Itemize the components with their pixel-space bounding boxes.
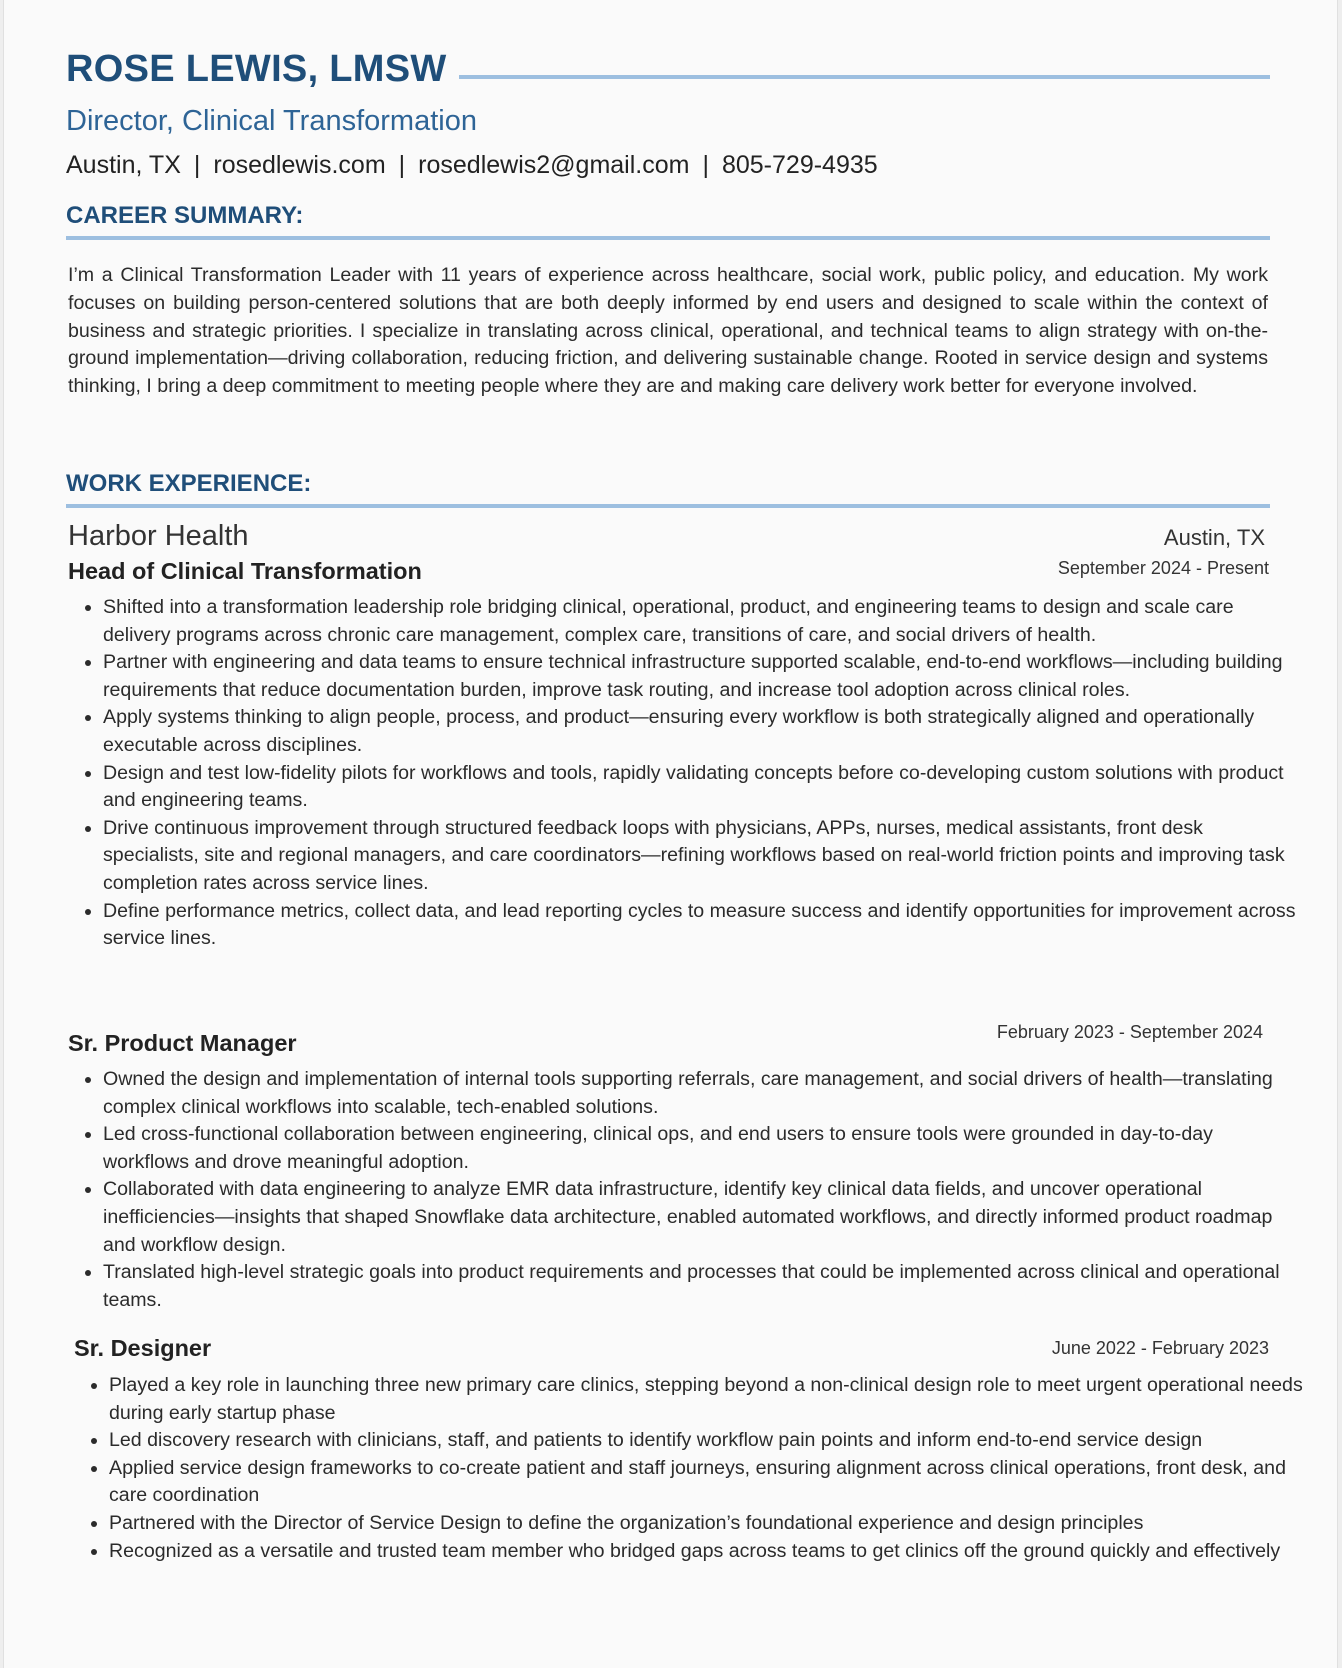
bullet-item: • Translated high-level strategic goals into product requirements and processes that could be implemented across clinical and operational teams.	[103, 1259, 1303, 1314]
contact-phone[interactable]: 805-729-4935	[721, 151, 878, 179]
header-divider	[459, 75, 1270, 79]
contact-email[interactable]: rosedlewis2@gmail.com	[418, 151, 690, 179]
contact-separator: |	[193, 151, 201, 179]
bullet-item: • Define performance metrics, collect data, and lead reporting cycles to measure success and identify opportunities for improvement across service lines.	[103, 898, 1303, 953]
bullet-item: • Led cross-functional collaboration between engineering, clinical ops, and end users to ensure tools were grounded in day-to-day workflows and drove meaningful adoption.	[103, 1121, 1303, 1176]
candidate-name: ROSE LEWIS, LMSW	[66, 48, 447, 90]
work-experience-heading: WORK EXPERIENCE:	[66, 470, 312, 497]
contact-separator: |	[398, 151, 406, 179]
contact-website[interactable]: rosedlewis.com	[213, 151, 386, 179]
bullet-item: • Owned the design and implementation of internal tools supporting referrals, care management, and social drivers of health—translating complex clinical workflows into scalable, tech-enabled solutions.	[103, 1066, 1303, 1121]
resume-page	[3, 0, 1338, 1668]
bullet-item: • Apply systems thinking to align people, process, and product—ensuring every workflow is both strategically aligned and operationally executable across disciplines.	[103, 704, 1303, 759]
role-bullets	[74, 1372, 1305, 1565]
role-title: Sr. Designer	[74, 1335, 212, 1361]
bullet-item: • Design and test low-fidelity pilots for workflows and tools, rapidly validating concepts before co-developing custom solutions with product and engineering teams.	[103, 760, 1303, 815]
professional-title: Director, Clinical Transformation	[66, 105, 477, 137]
role-bullets	[68, 1066, 1303, 1314]
career-summary-text: I’m a Clinical Transformation Leader with 11 years of experience across healthcare, social work, public policy, and education. My work focuses on building person-centered solutions that are both deeply informed by end users and designed to scale within the context of business and strategic priorities. I specialize in translating across clinical, operational, and technical teams to align strategy with on-the-ground implementation—driving collaboration, reducing friction, and delivering sustainable change. Rooted in service design and systems thinking, I bring a deep commitment to meeting people where they are and making care delivery work better for everyone involved.	[68, 264, 1268, 398]
career-summary-divider	[66, 236, 1270, 240]
bullet-item: • Applied service design frameworks to co-create patient and staff journeys, ensuring alignment across clinical operations, front desk, and care coordination	[109, 1455, 1305, 1510]
contact-separator: |	[702, 151, 709, 179]
contact-location: Austin, TX	[66, 151, 181, 179]
role-title: Head of Clinical Transformation	[68, 558, 422, 584]
bullet-item: • Collaborated with data engineering to analyze EMR data infrastructure, identify key clinical data fields, and uncover operational inefficiencies—insights that shaped Snowflake data architecture, enabled automated workflows, and directly informed product roadmap and workflow design.	[103, 1176, 1303, 1259]
bullet-item: • Shifted into a transformation leadership role bridging clinical, operational, product, and engineering teams to design and scale care delivery programs across chronic care management, complex care, transitions of care, and social drivers of health.	[103, 594, 1303, 649]
role-title: Sr. Product Manager	[68, 1030, 297, 1056]
bullet-item: • Led discovery research with clinicians, staff, and patients to identify workflow pain points and inform end-to-end service design	[109, 1427, 1305, 1455]
header	[66, 48, 1270, 98]
work-experience-divider	[66, 504, 1270, 508]
bullet-item: • Partner with engineering and data teams to ensure technical infrastructure supported scalable, end-to-end workflows—including building requirements that reduce documentation burden, improve task routing, and increase tool adoption across clinical roles.	[103, 649, 1303, 704]
bullet-item: • Played a key role in launching three new primary care clinics, stepping beyond a non-clinical design role to meet urgent operational needs during early startup phase	[109, 1372, 1305, 1427]
contact-line	[66, 151, 1266, 180]
role-dates: February 2023 - September 2024	[996, 1022, 1263, 1042]
role-dates: September 2024 - Present	[1057, 558, 1269, 578]
company-location: Austin, TX	[1163, 525, 1265, 550]
role-bullets	[68, 594, 1303, 953]
bullet-item: • Drive continuous improvement through structured feedback loops with physicians, APPs, nurses, medical assistants, front desk specialists, site and regional managers, and care coordinators—refining workflows based on real-world friction points and improving task completion rates across service lines.	[103, 815, 1303, 898]
role-dates: June 2022 - February 2023	[1051, 1338, 1269, 1358]
company-name: Harbor Health	[68, 520, 249, 552]
career-summary-heading: CAREER SUMMARY:	[66, 202, 304, 229]
bullet-item: • Partnered with the Director of Service Design to define the organization’s foundational experience and design principles	[109, 1510, 1305, 1538]
bullet-item: • Recognized as a versatile and trusted team member who bridged gaps across teams to get clinics off the ground quickly and effectively	[109, 1538, 1305, 1566]
